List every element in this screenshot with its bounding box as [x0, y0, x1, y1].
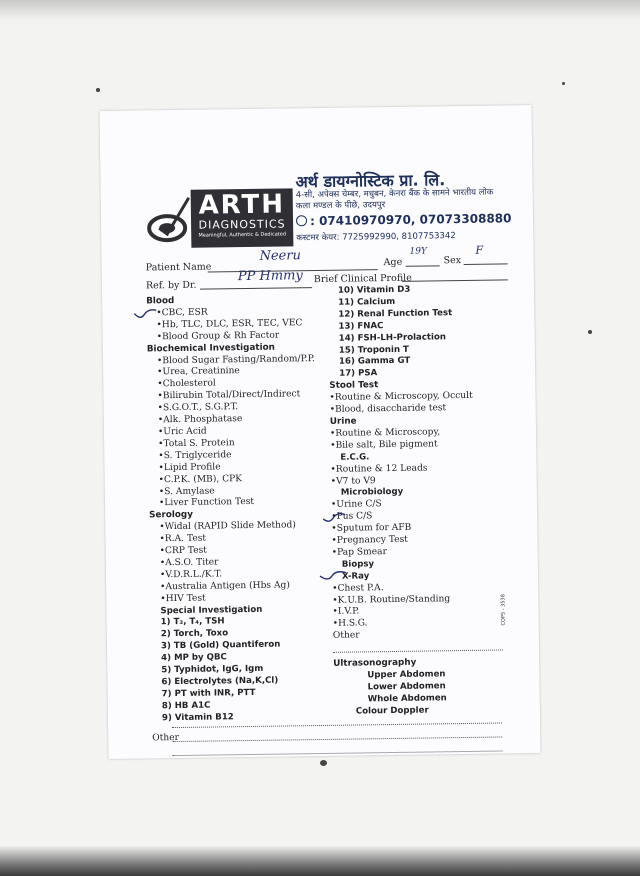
usg-item: Upper Abdomen [367, 669, 446, 681]
serology-heading: Serology [149, 510, 193, 521]
blood-heading: Blood [146, 296, 175, 307]
special-item: 5) Typhidot, IgG, Igm [161, 663, 264, 676]
scan-top-edge [0, 0, 640, 20]
test-item: • K.U.B. Routine/Standing [332, 593, 522, 608]
brand-tagline: Meaningful, Authentic & Dedicated [198, 231, 287, 239]
age-label: Age [383, 256, 403, 269]
sex-value: F [475, 243, 484, 257]
numbered-item: 15) Troponin T [338, 344, 409, 356]
test-item: • Liver Function Test [149, 496, 339, 511]
handwritten-check-icon [318, 570, 348, 582]
test-requisition-form [99, 105, 540, 759]
test-item: • Pregnancy Test [331, 533, 521, 548]
test-item: • Chest P.A. [332, 581, 522, 596]
special-heading: Special Investigation [160, 604, 263, 616]
scan-speck [96, 88, 100, 92]
arth-logo [145, 188, 294, 252]
test-item: • HIV Test [150, 591, 340, 606]
test-item: • Urea, Creatinine [147, 365, 337, 380]
age-value: 19Y [409, 246, 427, 257]
handwritten-check-icon [132, 308, 158, 320]
patient-name-label: Patient Name [145, 261, 212, 274]
urine-heading: Urine [329, 416, 357, 427]
test-item: • Routine & 12 Leads [330, 462, 520, 477]
test-item: • V.D.R.L./K.T. [150, 568, 340, 583]
numbered-item: 12) Renal Function Test [338, 307, 453, 320]
handwritten-check-icon [321, 512, 347, 524]
test-item: • Uric Acid [148, 425, 338, 440]
clinical-profile-line [402, 269, 508, 281]
special-item: 8) HB A1C [161, 700, 211, 712]
right-other-label: Other [332, 630, 360, 642]
test-item: • Total S. Protein [148, 437, 338, 452]
test-item: • CRP Test [150, 544, 340, 559]
numbered-item: 11) Calcium [338, 296, 396, 308]
usg-item: Whole Abdomen [367, 693, 447, 705]
logo-swirl-icon [145, 194, 194, 247]
test-item: • I.V.P. [332, 605, 522, 620]
sex-label: Sex [443, 255, 462, 267]
test-item: • Pap Smear [332, 545, 522, 560]
left-column [146, 294, 342, 745]
test-item: • Bilirubin Total/Direct/Indirect [147, 389, 337, 404]
test-item: • Hb, TLC, DLC, ESR, TEC, VEC [146, 318, 336, 333]
test-item: • A.S.O. Titer [150, 556, 340, 571]
address-hindi: 4-सी, अपेक्स चेम्बर, मधुबन, केनरा बैंक के सामने भारतीय लोक कला मण्डल के पीछे, उदयपुर [295, 187, 494, 212]
test-item: • Cholesterol [147, 377, 337, 392]
numbered-item: 17) PSA [339, 368, 378, 380]
phone-icon [296, 215, 307, 226]
usg-heading: Ultrasonography [333, 657, 417, 670]
numbered-item: 13) FNAC [338, 320, 384, 332]
special-item: 7) PT with INR, PTT [161, 687, 256, 700]
test-item: • Australia Antigen (Hbs Ag) [150, 579, 340, 594]
test-item: • Lipid Profile [148, 460, 338, 475]
biochem-heading: Biochemical Investigation [146, 342, 275, 355]
numbered-item: 16) Gamma GT [338, 356, 411, 368]
scan-speck [562, 82, 565, 85]
right-column [328, 283, 524, 718]
special-item: 3) TB (Gold) Quantiferon [160, 639, 281, 652]
special-item: 4) MP by QBC [161, 652, 227, 664]
test-item: • CBC, ESR [146, 306, 336, 321]
sex-line [464, 253, 508, 265]
special-item: 9) Vitamin B12 [161, 711, 234, 723]
company-name-hindi: अर्थ डायग्नोस्टिक प्रा. लि. [295, 170, 446, 192]
test-item: • C.P.K. (MB), CPK [149, 472, 339, 487]
phone-text: : 07410970970, 07073308880 [309, 211, 512, 229]
test-item: • Blood, disaccharide test [330, 402, 520, 417]
age-line [406, 255, 440, 266]
usg-item: Colour Doppler [355, 705, 429, 717]
test-item: • Sputum for AFB [331, 521, 521, 536]
test-item: • S. Triglyceride [148, 449, 338, 464]
patient-name-value: Neeru [259, 248, 302, 264]
test-item: • H.S.G. [333, 617, 523, 632]
special-item: 1) T₃, T₄, TSH [160, 616, 225, 628]
test-item: • Urine C/S [331, 498, 521, 513]
test-item: • Routine & Microscopy, [330, 426, 520, 441]
test-item: • Blood Group & Rh Factor [147, 329, 337, 344]
stool-heading: Stool Test [329, 380, 379, 392]
scan-speck [588, 330, 592, 334]
special-item: 2) Torch, Toxo [160, 628, 229, 640]
ref-dr-label: Ref. by Dr. [145, 279, 197, 292]
usg-item: Lower Abdomen [367, 681, 446, 693]
logo-box [191, 188, 294, 247]
test-item: • S.G.O.T., S.G.P.T. [148, 401, 338, 416]
test-item: • Blood Sugar Fasting/Random/P.P. [147, 353, 337, 368]
test-item: • S. Amylase [149, 484, 339, 499]
clinical-profile-label: Brief Clinical Profile [313, 272, 412, 286]
biopsy-heading: Biopsy [341, 559, 375, 570]
numbered-item: 14) FSH-LH-Prolaction [338, 331, 447, 344]
brand-word: ARTH [198, 189, 286, 221]
test-item: • Bile salt, Bile pigment [330, 438, 520, 453]
test-item: • Alk. Phosphatase [148, 413, 338, 428]
test-item: • V7 to V9 [331, 474, 521, 489]
left-other-label: Other [152, 732, 180, 743]
ecg-heading: E.C.G. [340, 452, 370, 463]
scan-speck [320, 760, 327, 766]
phone-numbers [296, 211, 536, 228]
brand-sub: DIAGNOSTICS [198, 217, 286, 232]
test-item: • Routine & Microscopy, Occult [329, 390, 519, 405]
test-item: • R.A. Test [149, 532, 339, 547]
copy-code: COPS - 3538 [500, 594, 507, 626]
customer-care: कस्टमर केयर: 7725992990, 8107753342 [296, 231, 456, 244]
special-item: 6) Electrolytes (Na,K,Cl) [161, 675, 279, 688]
microbiology-heading: Microbiology [340, 487, 404, 499]
test-item: • Widal (RAPID Slide Method) [149, 520, 339, 535]
ref-dr-value: PP Hmmy [237, 268, 303, 285]
other-line [333, 641, 503, 653]
xray-heading: X-Ray [341, 571, 370, 582]
numbered-item: 10) Vitamin D3 [337, 284, 411, 296]
test-item: • Pus C/S [331, 509, 521, 524]
scan-bottom-edge [0, 846, 640, 876]
